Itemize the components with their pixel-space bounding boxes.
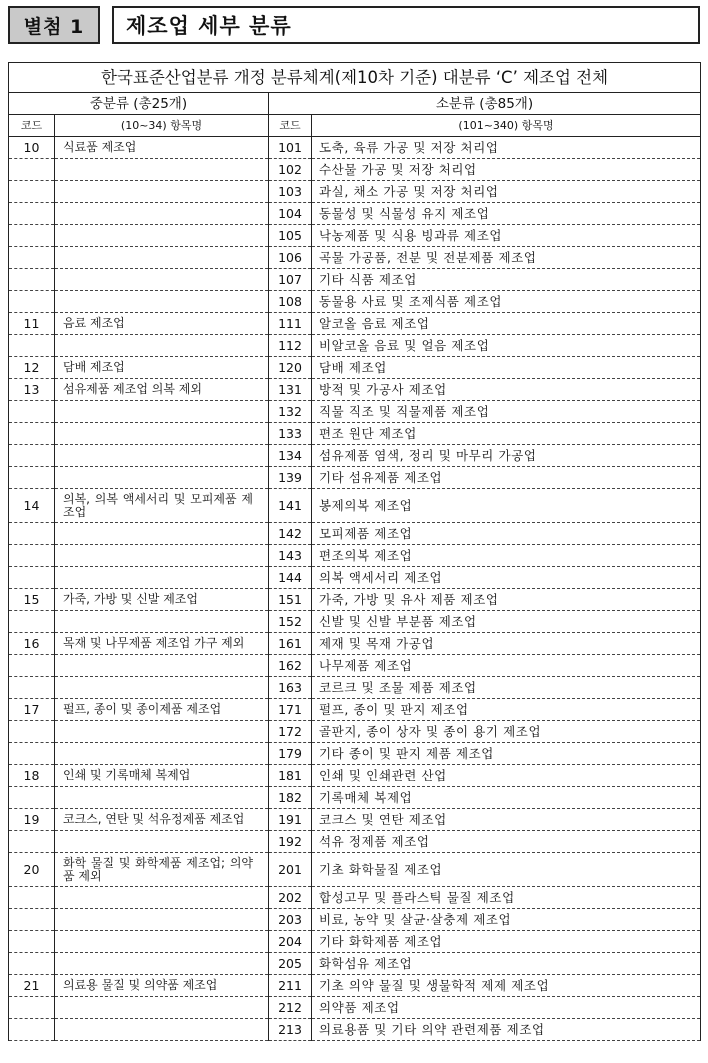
small-name-cell: 코르크 및 조물 제품 제조업 xyxy=(312,677,701,699)
table-row xyxy=(9,611,701,633)
mid-name-cell xyxy=(55,313,269,335)
table-row xyxy=(9,335,701,357)
table-row xyxy=(9,137,701,159)
mid-name-cell xyxy=(55,931,269,953)
table-row xyxy=(9,677,701,699)
table-row xyxy=(9,489,701,523)
table-row xyxy=(9,269,701,291)
table-row xyxy=(9,655,701,677)
small-code-cell: 139 xyxy=(269,467,312,489)
mid-name-text: 가죽, 가방 및 신발 제조업 xyxy=(63,592,198,606)
small-name-cell: 기타 화학제품 제조업 xyxy=(312,931,701,953)
table-row xyxy=(9,699,701,721)
mid-name-cell xyxy=(55,545,269,567)
mid-name-cell xyxy=(55,721,269,743)
classification-table-wrapper xyxy=(8,62,700,1041)
mid-name-cell xyxy=(55,423,269,445)
table-caption: 한국표준산업분류 개정 분류체계(제10차 기준) 대분류 ‘C’ 제조업 전체 xyxy=(9,63,701,93)
mid-name-cell xyxy=(55,787,269,809)
mid-name-cell xyxy=(55,181,269,203)
mid-code-cell xyxy=(9,721,55,743)
small-code-cell: 182 xyxy=(269,787,312,809)
mid-code-cell xyxy=(9,743,55,765)
mid-name-cell xyxy=(55,589,269,611)
small-code-cell: 103 xyxy=(269,181,312,203)
small-name-cell: 수산물 가공 및 저장 처리업 xyxy=(312,159,701,181)
mid-name-cell xyxy=(55,853,269,887)
mid-code-cell xyxy=(9,953,55,975)
small-code-cell: 211 xyxy=(269,975,312,997)
mid-code-cell: 19 xyxy=(9,809,55,831)
mid-name-cell xyxy=(55,379,269,401)
small-name-column-header: (101~340) 항목명 xyxy=(312,115,701,137)
mid-code-cell xyxy=(9,445,55,467)
mid-name-cell xyxy=(55,159,269,181)
mid-name-text: 의복, 의복 액세서리 및 모피제품 제조업 xyxy=(63,491,253,519)
small-code-cell: 161 xyxy=(269,633,312,655)
mid-code-cell xyxy=(9,269,55,291)
mid-name-cell xyxy=(55,401,269,423)
mid-code-cell xyxy=(9,831,55,853)
table-row xyxy=(9,467,701,489)
table-row xyxy=(9,997,701,1019)
mid-name-column-header: (10~34) 항목명 xyxy=(55,115,269,137)
small-name-cell: 봉제의복 제조업 xyxy=(312,489,701,523)
mid-name-cell xyxy=(55,831,269,853)
mid-category-header: 중분류 (총25개) xyxy=(9,93,269,115)
mid-name-cell xyxy=(55,567,269,589)
mid-code-cell: 14 xyxy=(9,489,55,523)
table-row xyxy=(9,401,701,423)
small-name-cell: 펄프, 종이 및 판지 제조업 xyxy=(312,699,701,721)
small-code-cell: 142 xyxy=(269,523,312,545)
mid-code-cell: 12 xyxy=(9,357,55,379)
small-name-cell: 기초 의약 물질 및 생물학적 제제 제조업 xyxy=(312,975,701,997)
table-row xyxy=(9,953,701,975)
mid-code-cell xyxy=(9,225,55,247)
mid-name-cell xyxy=(55,1019,269,1041)
small-code-cell: 192 xyxy=(269,831,312,853)
small-code-cell: 102 xyxy=(269,159,312,181)
table-row xyxy=(9,445,701,467)
small-code-cell: 204 xyxy=(269,931,312,953)
mid-name-cell xyxy=(55,975,269,997)
small-name-cell: 가죽, 가방 및 유사 제품 제조업 xyxy=(312,589,701,611)
mid-code-cell xyxy=(9,787,55,809)
mid-name-text: 코크스, 연탄 및 석유정제품 제조업 xyxy=(63,812,245,826)
small-code-cell: 191 xyxy=(269,809,312,831)
small-name-cell: 기타 섬유제품 제조업 xyxy=(312,467,701,489)
small-name-cell: 낙농제품 및 식용 빙과류 제조업 xyxy=(312,225,701,247)
mid-code-cell xyxy=(9,1019,55,1041)
mid-code-cell xyxy=(9,655,55,677)
mid-name-cell xyxy=(55,357,269,379)
mid-name-cell xyxy=(55,247,269,269)
small-code-cell: 179 xyxy=(269,743,312,765)
mid-code-cell: 18 xyxy=(9,765,55,787)
table-row xyxy=(9,787,701,809)
mid-code-cell xyxy=(9,467,55,489)
small-name-cell: 담배 제조업 xyxy=(312,357,701,379)
mid-name-cell xyxy=(55,225,269,247)
small-code-cell: 144 xyxy=(269,567,312,589)
table-body xyxy=(9,137,701,1041)
mid-name-cell xyxy=(55,655,269,677)
small-name-cell: 기타 종이 및 판지 제품 제조업 xyxy=(312,743,701,765)
small-code-cell: 134 xyxy=(269,445,312,467)
table-row xyxy=(9,887,701,909)
table-row xyxy=(9,545,701,567)
small-code-cell: 112 xyxy=(269,335,312,357)
classification-table xyxy=(8,62,701,1041)
small-name-cell: 동물성 및 식물성 유지 제조업 xyxy=(312,203,701,225)
mid-code-cell xyxy=(9,567,55,589)
mid-code-cell xyxy=(9,401,55,423)
mid-code-column-header: 코드 xyxy=(9,115,55,137)
small-code-cell: 143 xyxy=(269,545,312,567)
small-name-cell: 코크스 및 연탄 제조업 xyxy=(312,809,701,831)
table-row xyxy=(9,247,701,269)
mid-name-cell xyxy=(55,291,269,313)
table-row xyxy=(9,633,701,655)
mid-name-cell xyxy=(55,523,269,545)
mid-name-cell xyxy=(55,809,269,831)
mid-name-text: 인쇄 및 기록매체 복제업 xyxy=(63,768,191,782)
mid-name-cell xyxy=(55,909,269,931)
table-row xyxy=(9,225,701,247)
mid-name-cell xyxy=(55,269,269,291)
table-row xyxy=(9,721,701,743)
mid-code-cell xyxy=(9,523,55,545)
mid-name-text: 화학 물질 및 화학제품 제조업; 의약품 제외 xyxy=(63,855,253,883)
mid-code-cell xyxy=(9,335,55,357)
document-title: 제조업 세부 분류 xyxy=(112,6,700,44)
small-code-column-header: 코드 xyxy=(269,115,312,137)
mid-name-cell xyxy=(55,997,269,1019)
small-code-cell: 151 xyxy=(269,589,312,611)
small-name-cell: 편조의복 제조업 xyxy=(312,545,701,567)
mid-code-cell: 13 xyxy=(9,379,55,401)
mid-name-cell xyxy=(55,489,269,523)
table-row xyxy=(9,291,701,313)
small-name-cell: 합성고무 및 플라스틱 물질 제조업 xyxy=(312,887,701,909)
small-name-cell: 의료용품 및 기타 의약 관련제품 제조업 xyxy=(312,1019,701,1041)
mid-code-cell xyxy=(9,159,55,181)
small-name-cell: 비알코올 음료 및 얼음 제조업 xyxy=(312,335,701,357)
table-row xyxy=(9,853,701,887)
small-code-cell: 141 xyxy=(269,489,312,523)
small-code-cell: 133 xyxy=(269,423,312,445)
small-code-cell: 205 xyxy=(269,953,312,975)
mid-name-cell xyxy=(55,765,269,787)
small-code-cell: 108 xyxy=(269,291,312,313)
mid-name-cell xyxy=(55,611,269,633)
small-category-header: 소분류 (총85개) xyxy=(269,93,701,115)
small-code-cell: 213 xyxy=(269,1019,312,1041)
mid-name-text: 식료품 제조업 xyxy=(63,140,137,154)
small-name-cell: 나무제품 제조업 xyxy=(312,655,701,677)
small-name-cell: 기타 식품 제조업 xyxy=(312,269,701,291)
table-row xyxy=(9,831,701,853)
mid-name-cell xyxy=(55,677,269,699)
mid-name-text: 목재 및 나무제품 제조업 가구 제외 xyxy=(63,636,245,650)
small-code-cell: 162 xyxy=(269,655,312,677)
small-name-cell: 의약품 제조업 xyxy=(312,997,701,1019)
mid-name-text: 의료용 물질 및 의약품 제조업 xyxy=(63,978,218,992)
table-row xyxy=(9,931,701,953)
mid-code-cell xyxy=(9,181,55,203)
small-code-cell: 163 xyxy=(269,677,312,699)
small-name-cell: 기초 화학물질 제조업 xyxy=(312,853,701,887)
small-code-cell: 106 xyxy=(269,247,312,269)
small-code-cell: 181 xyxy=(269,765,312,787)
table-row xyxy=(9,379,701,401)
mid-code-cell xyxy=(9,611,55,633)
small-name-cell: 비료, 농약 및 살균·살충제 제조업 xyxy=(312,909,701,931)
small-name-cell: 알코올 음료 제조업 xyxy=(312,313,701,335)
small-code-cell: 201 xyxy=(269,853,312,887)
table-row xyxy=(9,159,701,181)
small-code-cell: 101 xyxy=(269,137,312,159)
mid-code-cell: 15 xyxy=(9,589,55,611)
mid-code-cell: 21 xyxy=(9,975,55,997)
mid-code-cell: 11 xyxy=(9,313,55,335)
small-code-cell: 212 xyxy=(269,997,312,1019)
mid-name-cell xyxy=(55,887,269,909)
small-name-cell: 과실, 채소 가공 및 저장 처리업 xyxy=(312,181,701,203)
mid-name-cell xyxy=(55,953,269,975)
small-name-cell: 골판지, 종이 상자 및 종이 용기 제조업 xyxy=(312,721,701,743)
table-row xyxy=(9,567,701,589)
mid-code-cell xyxy=(9,997,55,1019)
small-code-cell: 203 xyxy=(269,909,312,931)
small-code-cell: 202 xyxy=(269,887,312,909)
small-name-cell: 석유 정제품 제조업 xyxy=(312,831,701,853)
mid-code-cell xyxy=(9,677,55,699)
mid-name-cell xyxy=(55,203,269,225)
small-name-cell: 편조 원단 제조업 xyxy=(312,423,701,445)
small-name-cell: 모피제품 제조업 xyxy=(312,523,701,545)
mid-code-cell: 16 xyxy=(9,633,55,655)
mid-name-text: 섬유제품 제조업 의복 제외 xyxy=(63,382,202,396)
table-row xyxy=(9,181,701,203)
small-code-cell: 111 xyxy=(269,313,312,335)
mid-name-text: 음료 제조업 xyxy=(63,316,125,330)
mid-code-cell: 20 xyxy=(9,853,55,887)
mid-code-cell xyxy=(9,909,55,931)
small-name-cell: 인쇄 및 인쇄관련 산업 xyxy=(312,765,701,787)
table-row xyxy=(9,1019,701,1041)
small-code-cell: 131 xyxy=(269,379,312,401)
mid-code-cell xyxy=(9,545,55,567)
small-name-cell: 의복 액세서리 제조업 xyxy=(312,567,701,589)
table-row xyxy=(9,523,701,545)
table-row xyxy=(9,589,701,611)
mid-code-cell xyxy=(9,291,55,313)
mid-name-cell xyxy=(55,137,269,159)
small-code-cell: 105 xyxy=(269,225,312,247)
table-row xyxy=(9,909,701,931)
mid-code-cell xyxy=(9,203,55,225)
small-code-cell: 107 xyxy=(269,269,312,291)
mid-name-cell xyxy=(55,335,269,357)
mid-code-cell xyxy=(9,247,55,269)
table-row xyxy=(9,313,701,335)
mid-name-cell xyxy=(55,743,269,765)
small-name-cell: 곡물 가공품, 전분 및 전분제품 제조업 xyxy=(312,247,701,269)
mid-code-cell xyxy=(9,423,55,445)
mid-name-cell xyxy=(55,467,269,489)
small-name-cell: 방적 및 가공사 제조업 xyxy=(312,379,701,401)
table-row xyxy=(9,743,701,765)
mid-code-cell xyxy=(9,887,55,909)
small-name-cell: 직물 직조 및 직물제품 제조업 xyxy=(312,401,701,423)
table-row xyxy=(9,765,701,787)
small-name-cell: 동물용 사료 및 조제식품 제조업 xyxy=(312,291,701,313)
small-name-cell: 섬유제품 염색, 정리 및 마무리 가공업 xyxy=(312,445,701,467)
small-code-cell: 104 xyxy=(269,203,312,225)
attachment-badge: 별첨 1 xyxy=(8,6,100,44)
mid-name-cell xyxy=(55,633,269,655)
table-row xyxy=(9,809,701,831)
mid-code-cell: 17 xyxy=(9,699,55,721)
mid-name-text: 펄프, 종이 및 종이제품 제조업 xyxy=(63,702,222,716)
small-name-cell: 도축, 육류 가공 및 저장 처리업 xyxy=(312,137,701,159)
table-row xyxy=(9,357,701,379)
document-header xyxy=(8,6,700,46)
small-name-cell: 제재 및 목재 가공업 xyxy=(312,633,701,655)
mid-name-cell xyxy=(55,445,269,467)
small-code-cell: 172 xyxy=(269,721,312,743)
small-code-cell: 171 xyxy=(269,699,312,721)
mid-code-cell: 10 xyxy=(9,137,55,159)
small-name-cell: 화학섬유 제조업 xyxy=(312,953,701,975)
mid-code-cell xyxy=(9,931,55,953)
small-name-cell: 기록매체 복제업 xyxy=(312,787,701,809)
mid-name-text: 담배 제조업 xyxy=(63,360,125,374)
table-row xyxy=(9,423,701,445)
table-row xyxy=(9,203,701,225)
small-code-cell: 132 xyxy=(269,401,312,423)
mid-name-cell xyxy=(55,699,269,721)
small-code-cell: 120 xyxy=(269,357,312,379)
small-code-cell: 152 xyxy=(269,611,312,633)
small-name-cell: 신발 및 신발 부분품 제조업 xyxy=(312,611,701,633)
table-row xyxy=(9,975,701,997)
